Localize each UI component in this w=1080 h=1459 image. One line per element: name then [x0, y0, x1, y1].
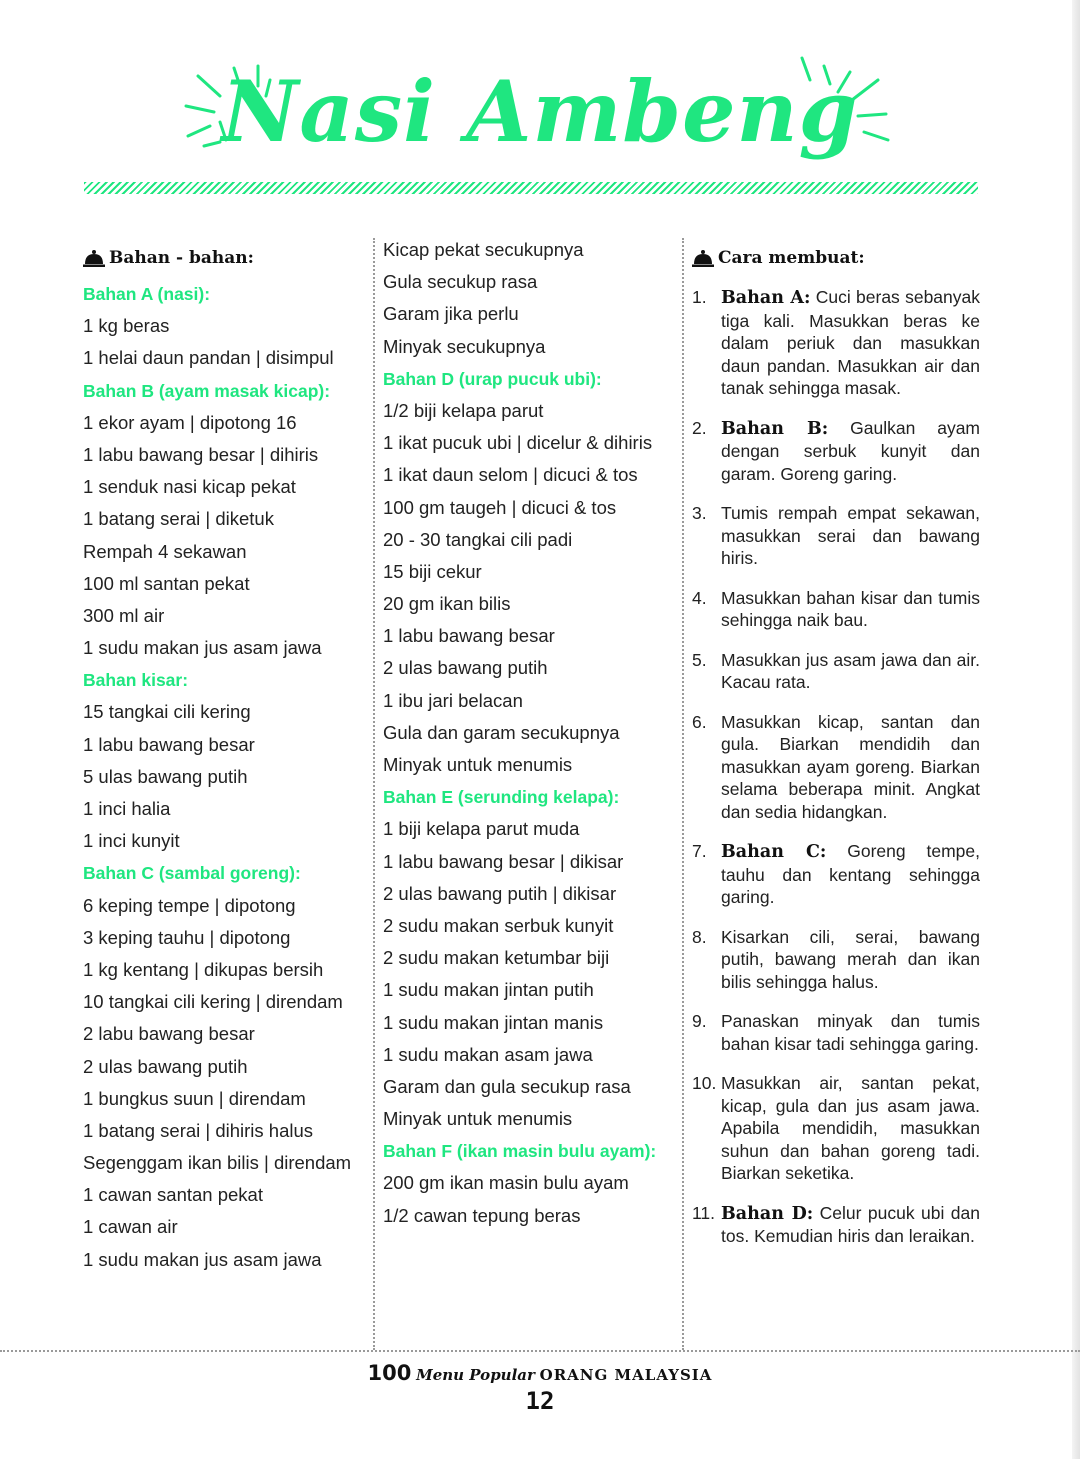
ingredient-item: 1 cawan air — [83, 1216, 178, 1238]
ingredient-item: Kicap pekat secukupnya — [383, 239, 584, 260]
column-divider-2 — [682, 238, 684, 1350]
ingredient-group-heading: Bahan F (ikan masin bulu ayam): — [383, 1141, 657, 1162]
ingredient-item: Minyak untuk menumis — [383, 1108, 573, 1130]
step-text — [721, 1202, 980, 1248]
column-divider-1 — [373, 238, 375, 1350]
step-number: 10. — [692, 1073, 717, 1093]
ingredient-item: 1 labu bawang besar — [83, 733, 255, 755]
step-number: 2. — [692, 417, 707, 438]
ingredient-group-heading: Bahan A (nasi): — [83, 284, 211, 304]
ingredient-item: 2 ulas bawang putih — [83, 1055, 248, 1077]
ingredient-item: 1 senduk nasi kicap pekat — [83, 476, 296, 498]
step-text — [721, 1072, 980, 1185]
method-step — [692, 840, 980, 909]
ingredient-item: 300 ml air — [83, 604, 165, 626]
method-step — [692, 1010, 980, 1055]
page-edge — [1072, 0, 1080, 1459]
ingredient-item: 1 batang serai | dihiris halus — [83, 1119, 314, 1141]
ingredient-item: 2 labu bawang besar — [83, 1023, 255, 1045]
ingredient-item: 1 ekor ayam | dipotong 16 — [83, 411, 297, 433]
ingredient-item: 1 kg kentang | dikupas bersih — [83, 958, 324, 980]
step-body: Panaskan minyak dan tumis bahan kisar tadi sehingga garing. — [721, 1011, 980, 1054]
step-number: 3. — [692, 503, 707, 523]
step-number: 9. — [692, 1011, 707, 1031]
ingredient-group-heading: Bahan B (ayam masak kicap): — [83, 380, 331, 401]
step-text — [721, 926, 980, 994]
ingredient-item: 1 labu bawang besar | dikisar — [383, 850, 624, 872]
method-column — [692, 238, 980, 1265]
footer-number: 100 — [367, 1361, 412, 1385]
ingredients-column-2 — [383, 238, 673, 1232]
ingredient-item: 1 sudu makan jus asam jawa — [83, 1248, 322, 1270]
step-text — [721, 417, 980, 486]
method-heading-text: Cara membuat: — [718, 248, 865, 268]
ingredients-heading-text: Bahan - bahan: — [109, 248, 254, 268]
title-underline-bar — [84, 182, 978, 194]
method-step — [692, 711, 980, 824]
step-bold-label: Bahan D: — [721, 1203, 814, 1224]
ingredient-item: Segenggam ikan bilis | direndam — [83, 1152, 352, 1174]
step-number: 7. — [692, 841, 707, 861]
ingredient-item: 1 labu bawang besar — [383, 625, 555, 647]
ingredient-item: 1/2 biji kelapa parut — [383, 399, 544, 421]
step-number: 5. — [692, 649, 707, 670]
method-step — [692, 502, 980, 570]
ingredient-item: 20 - 30 tangkai cili padi — [383, 528, 573, 550]
step-text — [721, 286, 980, 400]
footer-script-text: Menu Popular — [416, 1366, 535, 1384]
ingredient-group-heading: Bahan C (sambal goreng): — [83, 863, 301, 884]
ingredient-item: Garam dan gula secukup rasa — [383, 1075, 631, 1097]
footer-divider — [0, 1350, 1080, 1352]
cloche-icon — [83, 248, 105, 268]
step-text — [721, 649, 980, 694]
ingredient-item: Gula secukup rasa — [383, 271, 538, 293]
step-number: 6. — [692, 711, 707, 732]
ingredient-item: 1 sudu makan jus asam jawa — [83, 637, 322, 659]
step-text — [721, 1010, 980, 1055]
step-text — [721, 587, 980, 632]
method-step — [692, 587, 980, 632]
ingredients-list-2 — [383, 234, 673, 1232]
step-body: Cuci beras sebanyak tiga kali. Masukkan beras ke dalam periuk dan masukkan daun pandan. Masukkan air dan tanak sehingga masak. — [721, 287, 980, 398]
ingredient-item: Minyak untuk menumis — [383, 754, 573, 775]
cloche-icon — [692, 248, 714, 268]
ingredient-item: 200 gm ikan masin bulu ayam — [383, 1172, 629, 1194]
ingredient-item: Gula dan garam secukupnya — [383, 721, 620, 743]
step-body: Masukkan kicap, santan dan gula. Biarkan mendidih dan masukkan ayam goreng. Biarkan selama beberapa minit. Angkat dan sedia hidangkan. — [721, 711, 980, 822]
ingredient-item: 6 keping tempe | dipotong — [83, 894, 296, 916]
step-body: Goreng tempe, tauhu dan kentang sehingga garing. — [721, 841, 980, 907]
ingredient-item: 1 biji kelapa parut muda — [383, 818, 580, 840]
ingredient-item: 1 helai daun pandan | disimpul — [83, 347, 334, 369]
ingredient-item: 10 tangkai cili kering | direndam — [83, 991, 343, 1013]
footer-caps-text: ORANG MALAYSIA — [539, 1366, 713, 1384]
step-body: Masukkan air, santan pekat, kicap, gula dan jus asam jawa. Apabila mendidih, masukkan suhun dan bahan goreng tadi. Biarkan seketika. — [721, 1073, 980, 1183]
ingredient-item: 5 ulas bawang putih — [83, 765, 248, 787]
ingredient-item: 1 bungkus suun | direndam — [83, 1087, 306, 1109]
step-body: Masukkan jus asam jawa dan air. Kacau rata. — [721, 649, 980, 692]
page-title: Nasi Ambeng — [221, 62, 859, 161]
ingredient-item: 1 ikat pucuk ubi | dicelur & dihiris — [383, 432, 653, 454]
step-text — [721, 502, 980, 570]
step-body: Gaulkan ayam dengan serbuk kunyit dan garam. Goreng garing. — [721, 417, 980, 484]
footer-book-title — [0, 1361, 1080, 1385]
ingredient-item: 1 labu bawang besar | dihiris — [83, 443, 319, 465]
ingredients-list-1 — [83, 278, 363, 1276]
method-step — [692, 1202, 980, 1248]
method-step — [692, 926, 980, 994]
method-step — [692, 649, 980, 694]
ingredient-item: 1 batang serai | diketuk — [83, 508, 274, 530]
step-bold-label: Bahan C: — [721, 842, 827, 862]
ingredient-item: 1 cawan santan pekat — [83, 1184, 263, 1206]
step-text — [721, 711, 980, 824]
ingredient-item: 1 sudu makan jintan manis — [383, 1011, 604, 1033]
ingredient-item: 2 ulas bawang putih — [383, 657, 548, 679]
step-text — [721, 840, 980, 909]
ingredient-item: 20 gm ikan bilis — [383, 593, 511, 615]
ingredient-item: 3 keping tauhu | dipotong — [83, 926, 291, 948]
ingredient-item: 2 sudu makan ketumbar biji — [383, 947, 610, 969]
ingredient-item: 1 kg beras — [83, 315, 170, 337]
ingredient-item: 1 inci halia — [83, 798, 171, 819]
ingredient-item: 1 ibu jari belacan — [383, 689, 523, 711]
ingredient-item: 100 gm taugeh | dicuci & tos — [383, 496, 617, 518]
ingredient-group-heading: Bahan D (urap pucuk ubi): — [383, 368, 602, 389]
ingredient-item: 1 inci kunyit — [83, 830, 180, 852]
ingredients-heading — [83, 238, 363, 278]
step-bold-label: Bahan A: — [721, 288, 811, 308]
step-body: Celur pucuk ubi dan tos. Kemudian hiris dan leraikan. — [721, 1202, 980, 1246]
ingredient-item: 1 sudu makan asam jawa — [383, 1043, 593, 1065]
step-bold-label: Bahan B: — [721, 418, 829, 439]
ingredient-item: Garam jika perlu — [383, 303, 519, 325]
ingredient-group-heading: Bahan kisar: — [83, 670, 189, 691]
step-body: Tumis rempah empat sekawan, masukkan serai dan bawang hiris. — [721, 503, 980, 568]
method-step — [692, 417, 980, 486]
step-number: 8. — [692, 926, 707, 947]
method-step — [692, 286, 980, 400]
ingredient-item: 1/2 cawan tepung beras — [383, 1204, 581, 1226]
step-number: 11. — [692, 1202, 716, 1223]
step-number: 4. — [692, 587, 707, 608]
step-body: Masukkan bahan kisar dan tumis sehingga naik bau. — [721, 587, 980, 630]
page-number: 12 — [525, 1387, 555, 1415]
ingredient-item: Minyak secukupnya — [383, 335, 546, 357]
method-step — [692, 1072, 980, 1185]
ingredient-item: 1 sudu makan jintan putih — [383, 979, 594, 1001]
ingredient-item: 2 ulas bawang putih | dikisar — [383, 882, 617, 904]
ingredient-item: 100 ml santan pekat — [83, 572, 250, 594]
ingredient-item: Rempah 4 sekawan — [83, 540, 247, 562]
method-steps-list — [692, 286, 980, 1248]
method-heading — [692, 238, 980, 278]
ingredient-item: 1 ikat daun selom | dicuci & tos — [383, 464, 638, 486]
step-body: Kisarkan cili, serai, bawang putih, bawang merah dan ikan bilis sehingga halus. — [721, 926, 980, 992]
ingredient-item: 15 tangkai cili kering — [83, 701, 251, 723]
step-number: 1. — [692, 287, 707, 307]
ingredients-column-1 — [83, 238, 363, 1276]
ingredient-group-heading: Bahan E (serunding kelapa): — [383, 787, 620, 808]
ingredient-item: 15 biji cekur — [383, 560, 482, 582]
ingredient-item: 2 sudu makan serbuk kunyit — [383, 914, 614, 936]
